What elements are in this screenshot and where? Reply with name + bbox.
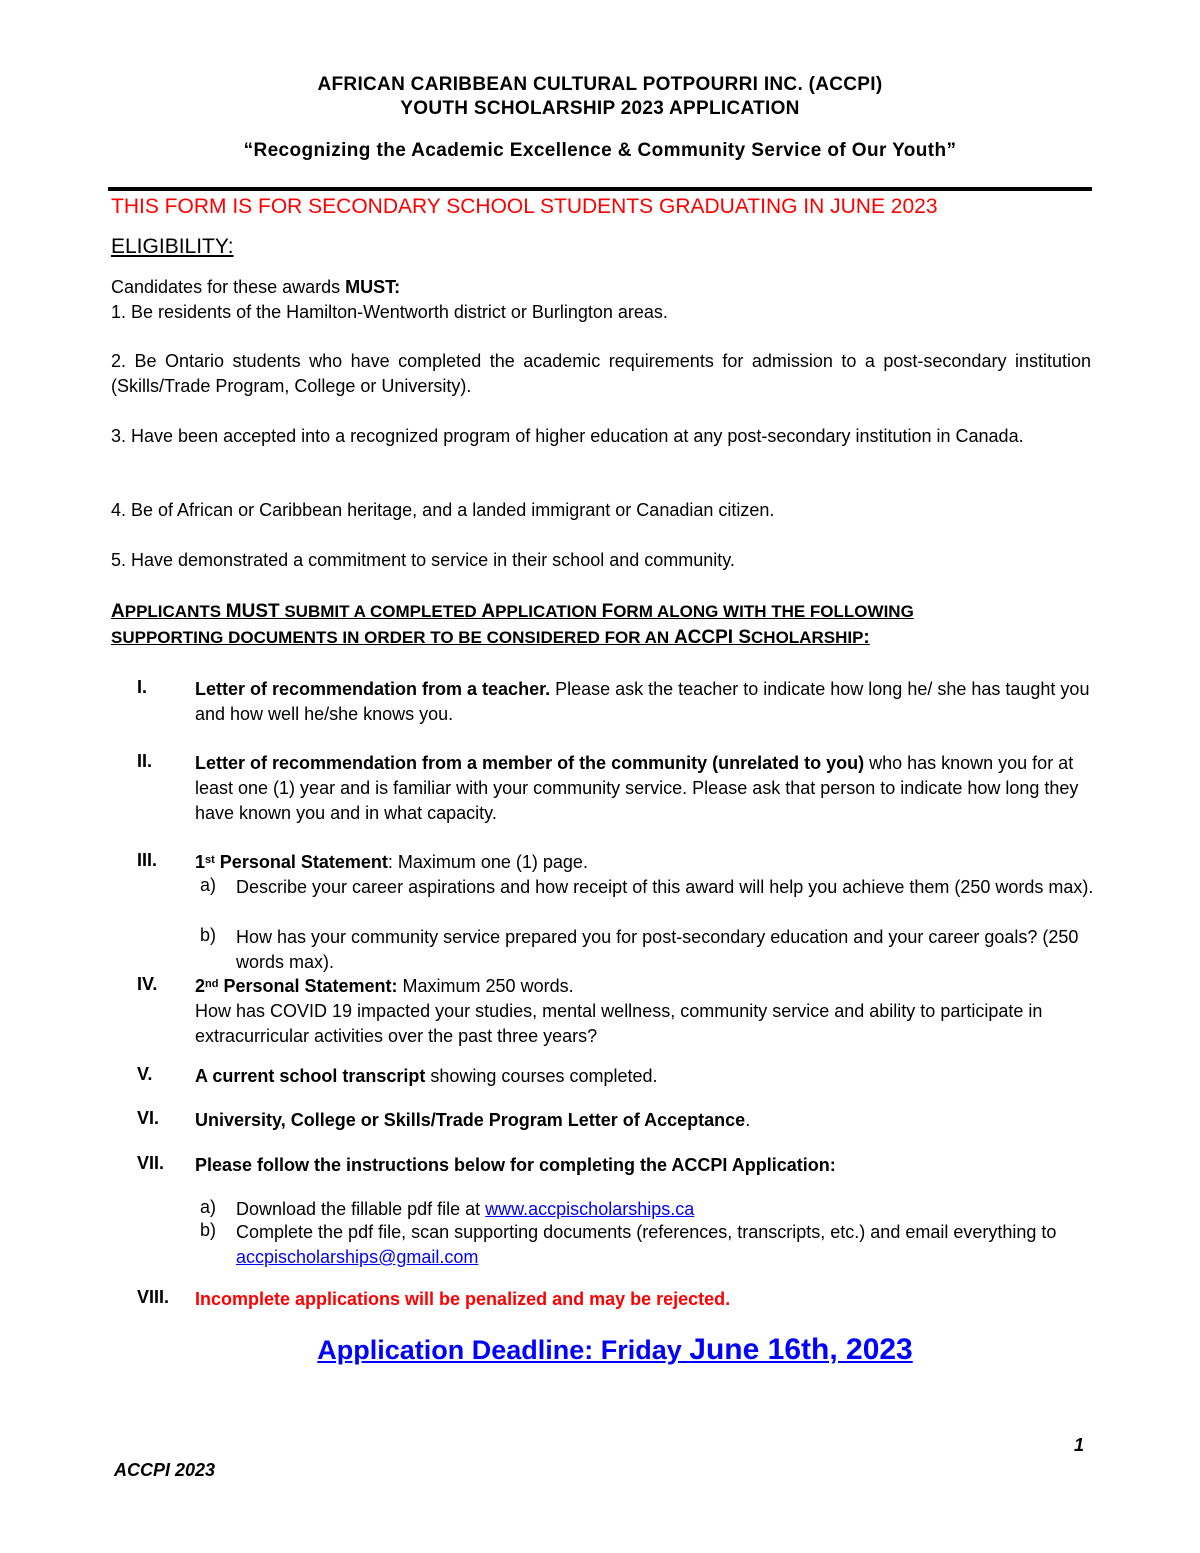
requirement-transcript: A current school transcript showing courses completed. [195, 1066, 658, 1086]
footer-text: ACCPI 2023 [114, 1460, 216, 1480]
sub-item-email: Complete the pdf file, scan supporting documents (references, transcripts, etc.) and email everything to accpischolarships@gmail.com [236, 1222, 1057, 1267]
criterion-4: 4. Be of African or Caribbean heritage, and a landed immigrant or Canadian citizen. [111, 500, 775, 520]
sub-item-community: How has your community service prepared you for post-secondary education and your career goals? (250 words max). [236, 927, 1079, 972]
tagline: “Recognizing the Academic Excellence & Community Service of Our Youth” [243, 140, 957, 161]
org-name: AFRICAN CARIBBEAN CULTURAL POTPOURRI INC. (ACCPI) [317, 74, 883, 95]
item-number: IV. [137, 974, 158, 994]
page-number: 1 [1074, 1435, 1085, 1455]
requirement-instructions: Please follow the instructions below for completing the ACCPI Application: [195, 1155, 836, 1175]
sub-label: a) [200, 875, 217, 895]
item-number: VIII. [137, 1287, 170, 1307]
requirement-community-letter: Letter of recommendation from a member of the community (unrelated to you) who has known you for at least one (1) year and is familiar with your community service. Please ask that person to indicate how long they have known you and in what capacity. [195, 753, 1079, 823]
website-link[interactable]: www.accpischolarships.ca [485, 1199, 695, 1219]
criterion-2: 2. Be Ontario students who have completed the academic requirements for admission to a post-secondary institution (Skills/Trade Program, College or University). [111, 351, 1091, 396]
item-number: VI. [137, 1108, 160, 1128]
email-link[interactable]: accpischolarships@gmail.com [236, 1247, 479, 1267]
horizontal-rule [108, 187, 1092, 191]
requirement-personal-statement-1: 1st Personal Statement: Maximum one (1) page. [195, 852, 588, 872]
sub-label: a) [200, 1197, 217, 1217]
item-number: I. [137, 677, 148, 697]
sub-label: b) [200, 925, 217, 945]
item-number: III. [137, 850, 158, 870]
sub-item-download: Download the fillable pdf file at www.accpischolarships.ca [236, 1199, 695, 1219]
sub-label: b) [200, 1220, 217, 1240]
requirement-teacher-letter: Letter of recommendation from a teacher. Please ask the teacher to indicate how long he/ she has taught you and how well he/she knows you. [195, 679, 1090, 724]
item-number: VII. [137, 1153, 165, 1173]
eligibility-intro: Candidates for these awards MUST: [111, 277, 401, 297]
application-deadline: Application Deadline: Friday June 16th, 2023 [317, 1333, 913, 1366]
criterion-1: 1. Be residents of the Hamilton-Wentworth district or Burlington areas. [111, 302, 668, 322]
sub-item-career: Describe your career aspirations and how receipt of this award will help you achieve them (250 words max). [236, 877, 1094, 897]
criterion-5: 5. Have demonstrated a commitment to service in their school and community. [111, 550, 735, 570]
incomplete-warning: Incomplete applications will be penalized and may be rejected. [195, 1289, 731, 1309]
criterion-3: 3. Have been accepted into a recognized program of higher education at any post-secondary institution in Canada. [111, 426, 1024, 446]
eligibility-heading: ELIGIBILITY: [111, 235, 234, 258]
item-number: V. [137, 1064, 153, 1084]
item-number: II. [137, 751, 153, 771]
form-title: YOUTH SCHOLARSHIP 2023 APPLICATION [400, 98, 800, 119]
requirement-personal-statement-2: 2nd Personal Statement: Maximum 250 words. How has COVID 19 impacted your studies, mental wellness, community service and ability to participate in extracurricular activities over the past three years? [195, 976, 1043, 1046]
requirements-heading: APPLICANTS MUST SUBMIT A COMPLETED APPLICATION FORM ALONG WITH THE FOLLOWING SUPPORTING DOCUMENTS IN ORDER TO BE CONSIDERED FOR AN ACCPI SCHOLARSHIP: [111, 601, 914, 648]
eligibility-notice: THIS FORM IS FOR SECONDARY SCHOOL STUDENTS GRADUATING IN JUNE 2023 [111, 195, 938, 218]
requirement-acceptance-letter: University, College or Skills/Trade Program Letter of Acceptance. [195, 1110, 751, 1130]
